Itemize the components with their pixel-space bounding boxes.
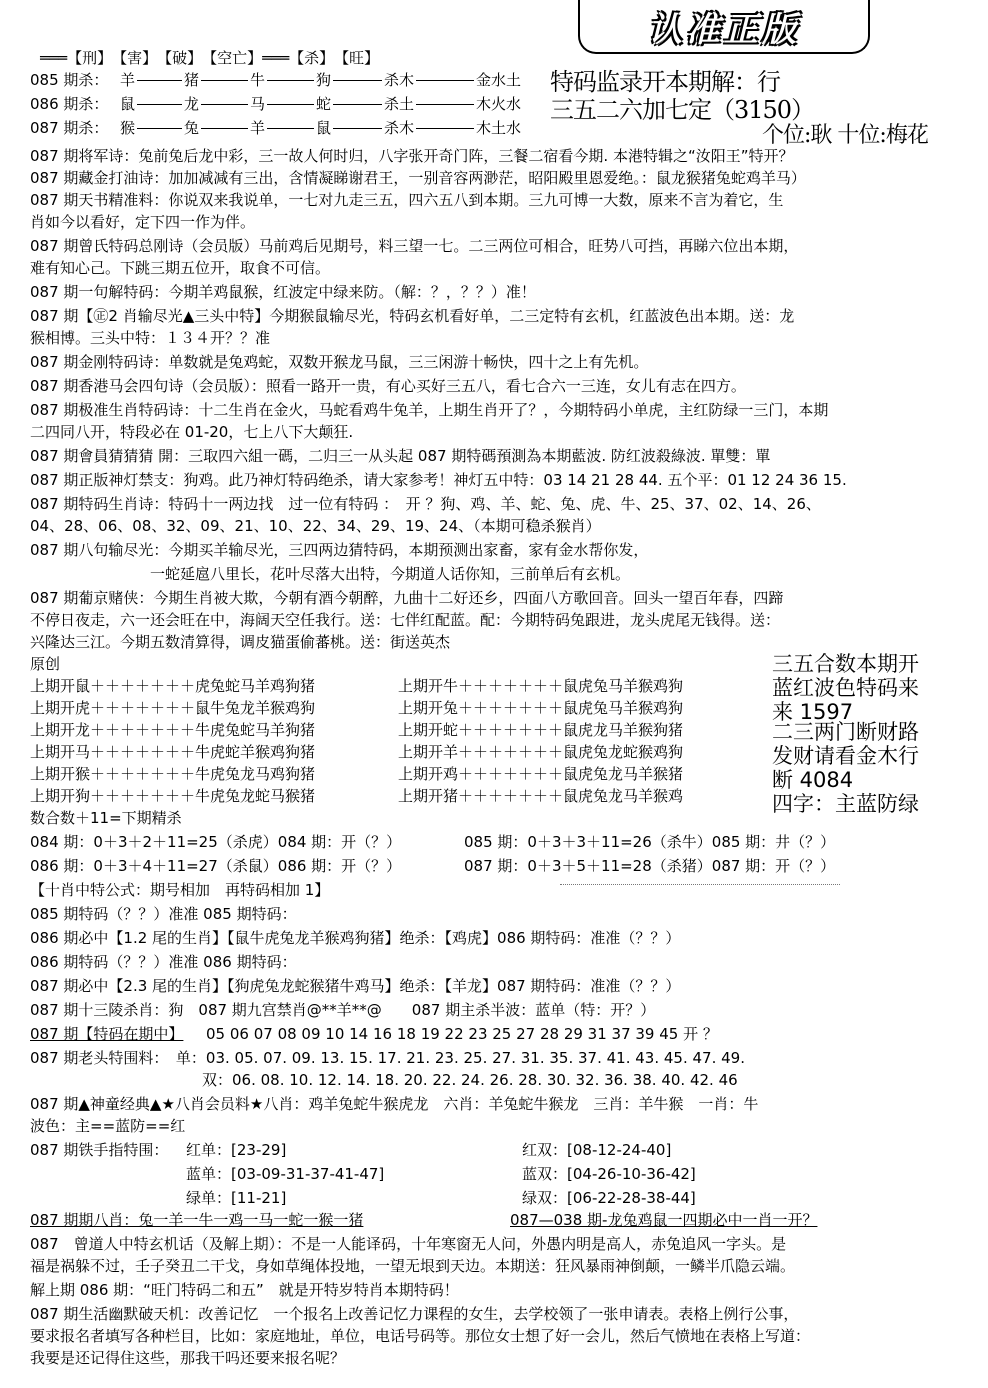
formula-087-must: 087 期必中【2.3 尾的生肖】【狗虎兔龙蛇猴猪牛鸡马】绝杀：【羊龙】087 期特码：准准（？？）	[30, 977, 681, 995]
kill-row-item: 龙	[184, 95, 200, 113]
calc-row-085: 085 期：0＋3＋3＋11=26（杀牛）085 期：井（？）	[464, 833, 836, 851]
line-tianshu-cont: 肖如今以看好，定下四一作为伴。	[30, 213, 256, 231]
calc-title: 数合数＋11=下期精杀	[30, 809, 182, 827]
line-jingang: 087 期金刚特码诗：单数就是兔鸡蛇，双数开猴龙马鼠，三三闲游十畅快，四十之上有先机。	[30, 353, 649, 371]
line-shutou: 087 期【㊣2 肖输尽光▲三头中特】今期猴鼠输尽光，特码玄机看好单，二三定特有玄机，红蓝波色出本期。送：龙	[30, 307, 795, 325]
formula-086-must: 086 期必中【1.2 尾的生肖】【鼠牛虎兔龙羊猴鸡狗猪】绝杀：【鸡虎】086 期特码：准准（？？）	[30, 929, 681, 947]
open-row-right: 上期开鸡＋＋＋＋＋＋＋鼠虎兔龙马羊猴猪	[398, 765, 684, 783]
tiezhi-red-double: 红双：[08-12-24-40]	[522, 1141, 672, 1159]
tiezhi-red-single: 红单：[23-29]	[186, 1141, 287, 1159]
line-pujing: 087 期葡京赌侠：今期生肖被大欺，今朝有酒今朝醉，九曲十二好还乡，四面八方歌回音。回头一望百年春，四蹄	[30, 589, 784, 607]
kill-row-item: 羊	[250, 119, 266, 137]
kill-row-item: 狗	[316, 71, 332, 89]
formula-085: 085 期特码（？？）准准 085 期特码：	[30, 905, 297, 923]
kill-row-item: 牛	[250, 71, 266, 89]
formula-087-wave: 波色：主==蓝防==红	[30, 1117, 186, 1135]
side-box-line: 来 1597	[772, 700, 854, 724]
header-row: ═══【刑】 【害】 【破】 【空亡】═══【杀】 【旺】	[40, 49, 380, 67]
kill-row-connector	[416, 128, 474, 129]
kill-row-item: 羊	[120, 71, 136, 89]
line-zengshi: 087 期曾氏特码总刚诗（会员版）马前鸡后见期号，料三望一七。二三两位可相合，旺势八可挡，再睇六位出本期，	[30, 237, 799, 255]
kill-row-connector	[137, 80, 182, 81]
open-row-right: 上期开羊＋＋＋＋＋＋＋鼠虎兔龙蛇猴鸡狗	[398, 743, 684, 761]
top-right-line2: 三五二六加七定（3150）	[550, 96, 815, 124]
kill-row-item: 杀木	[384, 71, 415, 89]
eight-shengxiao-left: 087 期期八肖：兔一羊一牛一鸡一马一蛇一猴一猪	[30, 1211, 364, 1229]
kill-row-item: 金水土	[476, 71, 522, 89]
formula-087-odd: 087 期老头特围料： 单：03. 05. 07. 09. 13. 15. 17. 21. 23. 25. 27. 31. 35. 37. 41. 43. 45. 47. 49.	[30, 1049, 745, 1067]
side-box-line: 三五合数本期开	[772, 652, 919, 676]
dotted-divider	[560, 884, 840, 885]
formula-087-shentong: 087 期▲神童经典▲★八肖会员料★八肖：鸡羊兔蛇牛猴虎龙 六肖：羊兔蛇牛猴龙 三肖：羊牛猴 一肖：牛	[30, 1095, 759, 1113]
kill-row-item: 鼠	[316, 119, 332, 137]
line-pujing-cont1: 不停日夜走，六一还会旺在中，海阔天空任我行。送：七伴红配蓝。配：今期特码兔跟进，龙头虎尾无钱得。送：	[30, 611, 781, 629]
tail-humor-cont2: 我要是还记得住这些，那我干吗还要来报名呢？	[30, 1349, 346, 1367]
formula-087-even: 双：06. 08. 10. 12. 14. 18. 20. 22. 24. 26. 28. 30. 32. 36. 38. 40. 42. 46	[202, 1071, 738, 1089]
formula-087-in-period-numbers: 05 06 07 08 09 10 14 16 18 19 22 23 25 27 28 29 31 37 39 45 开 ？	[206, 1025, 718, 1043]
line-tianshu: 087 期天书精准料：你说双来我说单，一七对九走三五，四六五八到本期。三九可博一大数，原来不言为着它，生	[30, 191, 784, 209]
open-row-left: 上期开猴＋＋＋＋＋＋＋牛虎兔龙马鸡狗猪	[30, 765, 316, 783]
top-right-line1: 特码监录开本期解：行	[550, 68, 780, 96]
line-shutou-cont: 猴相博。三头中特：１３４开？？准	[30, 329, 271, 347]
line-baju-cont: 一蛇延扈八里长，花叶尽落大出特，今期道人话你知，三前单后有玄机。	[150, 565, 631, 583]
eight-shengxiao-right: 087—038 期-龙兔鸡鼠一四期必中一肖一开？	[510, 1211, 818, 1229]
line-member-guess: 087 期會員猜猜猜 開：三取四六組一碼，二归三一从头起 087 期特碼預測為本期藍波. 防红波殺綠波. 單雙：單	[30, 447, 771, 465]
line-jizhun: 087 期极准生肖特码诗：十二生肖在金火，马蛇看鸡牛兔羊，上期生肖开了？，今期特码小单虎，主红防绿一三门，本期	[30, 401, 829, 419]
side-box-line: 蓝红波色特码来	[772, 676, 919, 700]
line-hkjc: 087 期香港马会四句诗（会员版）：照看一路开一贵，有心买好三五八，看七合六一三连，女儿有志在四方。	[30, 377, 746, 395]
kill-row-connector	[416, 104, 474, 105]
kill-row-connector	[267, 104, 314, 105]
kill-row-connector	[267, 128, 314, 129]
calc-row-087: 087 期：0＋3＋5＋11=28（杀猪）087 期：开（？）	[464, 857, 836, 875]
kill-row-connector	[137, 128, 182, 129]
tiezhi-green-single: 绿单：[11-21]	[186, 1189, 287, 1207]
kill-row-connector	[333, 104, 382, 105]
kill-row-item: 猴	[120, 119, 136, 137]
line-baju: 087 期八句输尽光：今期买羊输尽光，三四两边猜特码，本期预测出家畜，家有金水帮你发，	[30, 541, 649, 559]
line-one-sentence: 087 期一句解特码：今期羊鸡鼠猴，红波定中绿来防。（解：？，？？）准！	[30, 283, 536, 301]
top-right-line3: 个位:耿 十位:梅花	[762, 123, 928, 148]
tiezhi-green-double: 绿双：[06-22-28-38-44]	[522, 1189, 696, 1207]
kill-row-connector	[333, 128, 382, 129]
line-general: 087 期将军诗：兔前兔后龙中彩，三一故人何时归，八字张开奇门阵，三餐二宿看今期. 本港特辑之“汝阳王”特开？	[30, 147, 794, 165]
side-box-line: 发财请看金木行	[772, 744, 919, 768]
kill-row-connector	[333, 80, 382, 81]
side-box-line: 四字：主蓝防绿	[772, 792, 919, 816]
formula-087-shisanling: 087 期十三陵杀肖：狗 087 期九宫禁肖@**羊**@ 087 期主杀半波：蓝单（特：开？）	[30, 1001, 656, 1019]
kill-row-connector	[137, 104, 182, 105]
line-jizhun-cont: 二四同八开，特段必在 01-20，七上八下大颠狂.	[30, 423, 354, 441]
open-row-left: 上期开虎＋＋＋＋＋＋＋鼠牛兔龙羊猴鸡狗	[30, 699, 316, 717]
line-poem: 087 期藏金打油诗：加加减减有三出，含情凝睇谢君王，一别音容两渺茫，昭阳殿里恩爱绝。：鼠龙猴猪兔蛇鸡羊马）	[30, 169, 806, 187]
tail-zengdao: 087 曾道人中特玄机话（及解上期）：不是一人能译码，十年寒窗无人问，外愚内明是高人，赤兔追风一字头。是	[30, 1235, 787, 1253]
kill-row-item: 猪	[184, 71, 200, 89]
kill-row-connector	[201, 80, 248, 81]
kill-row-item: 鼠	[120, 95, 136, 113]
kill-row-connector	[201, 128, 248, 129]
kill-row-item: 马	[250, 95, 266, 113]
calc-row-084: 084 期：0＋3＋2＋11=25（杀虎）084 期：开（？）	[30, 833, 402, 851]
logo-banner	[578, 0, 870, 54]
line-shendeng: 087 期正版神灯禁支：狗鸡。此乃神灯特码绝杀，请大家参考！神灯五中特：03 14 21 28 44. 五个平：01 12 24 36 15.	[30, 471, 847, 489]
open-row-right: 上期开猪＋＋＋＋＋＋＋鼠虎兔龙马羊猴鸡	[398, 787, 684, 805]
kill-row-connector	[201, 104, 248, 105]
tiezhi-blue-single: 蓝单：[03-09-31-37-41-47]	[186, 1165, 385, 1183]
kill-row-connector	[416, 80, 474, 81]
tiezhi-blue-double: 蓝双：[04-26-10-36-42]	[522, 1165, 696, 1183]
tail-humor-cont1: 要求报名者填写各种栏目，比如：家庭地址，单位，电话号码等。那位女士想了好一会儿，然后气愤地在表格上写道：	[30, 1327, 811, 1345]
line-zengshi-cont: 难有知心己。下跳三期五位开，取食不可信。	[30, 259, 331, 277]
kill-row-item: 兔	[184, 119, 200, 137]
open-row-left: 上期开马＋＋＋＋＋＋＋牛虎蛇羊猴鸡狗猪	[30, 743, 316, 761]
line-original: 原创	[30, 655, 61, 673]
kill-row-period: 085 期杀：	[30, 71, 109, 89]
tail-last-period: 解上期 086 期：“旺门特码二和五” 就是开特岁特肖本期特码！	[30, 1281, 459, 1299]
line-shengxiao-poem: 087 期特码生肖诗：特码十一两边找 过一位有特码 ： 开 ？狗、鸡、羊、蛇、兔、虎、牛、25、37、02、14、26、	[30, 495, 821, 513]
kill-row-item: 蛇	[316, 95, 332, 113]
kill-row-item: 杀土	[384, 95, 415, 113]
kill-row-item: 木土水	[476, 119, 522, 137]
side-box-line: 断 4084	[772, 768, 854, 792]
open-row-right: 上期开牛＋＋＋＋＋＋＋鼠虎兔马羊猴鸡狗	[398, 677, 684, 695]
open-row-left: 上期开龙＋＋＋＋＋＋＋牛虎兔蛇马羊狗猪	[30, 721, 316, 739]
tail-humor: 087 期生活幽默破天机：改善记忆 一个报名上改善记忆力课程的女生，去学校领了一张申请表。表格上例行公事，	[30, 1305, 799, 1323]
kill-row-connector	[267, 80, 314, 81]
tiezhi-title: 087 期铁手指特围：	[30, 1141, 169, 1159]
formula-title: 【十肖中特公式：期号相加 再特码相加 1】	[30, 881, 330, 899]
line-shengxiao-cont: 04、28、06、08、32、09、21、10、22、34、29、19、24、（本期可稳杀猴肖）	[30, 517, 601, 535]
kill-row-item: 木火水	[476, 95, 522, 113]
tail-zengdao-cont: 福是祸躲不过，壬子癸丑二干戈，身如草绳体投地，一望无垠到天边。本期送：狂风暴雨神倒颠，一鳞半爪隐云端。	[30, 1257, 796, 1275]
kill-row-period: 087 期杀：	[30, 119, 109, 137]
line-pujing-cont2: 兴隆达三江。今期五数清算得，调皮猫蛋偷蕃桃。送：街送英杰	[30, 633, 451, 651]
open-row-right: 上期开兔＋＋＋＋＋＋＋鼠虎兔马羊猴鸡狗	[398, 699, 684, 717]
side-box-line: 二三两门断财路	[772, 720, 919, 744]
formula-087-in-period-label: 087 期【特码在期中】	[30, 1025, 184, 1043]
kill-row-period: 086 期杀：	[30, 95, 109, 113]
open-row-right: 上期开蛇＋＋＋＋＋＋＋鼠虎龙马羊猴狗猪	[398, 721, 684, 739]
open-row-left: 上期开鼠＋＋＋＋＋＋＋虎兔蛇马羊鸡狗猪	[30, 677, 316, 695]
kill-row-item: 杀木	[384, 119, 415, 137]
open-row-left: 上期开狗＋＋＋＋＋＋＋牛虎兔龙蛇马猴猪	[30, 787, 316, 805]
formula-086: 086 期特码（？？）准准 086 期特码：	[30, 953, 297, 971]
logo-text: 认准正版	[648, 9, 800, 50]
calc-row-086: 086 期：0＋3＋4＋11=27（杀鼠）086 期：开（？）	[30, 857, 402, 875]
